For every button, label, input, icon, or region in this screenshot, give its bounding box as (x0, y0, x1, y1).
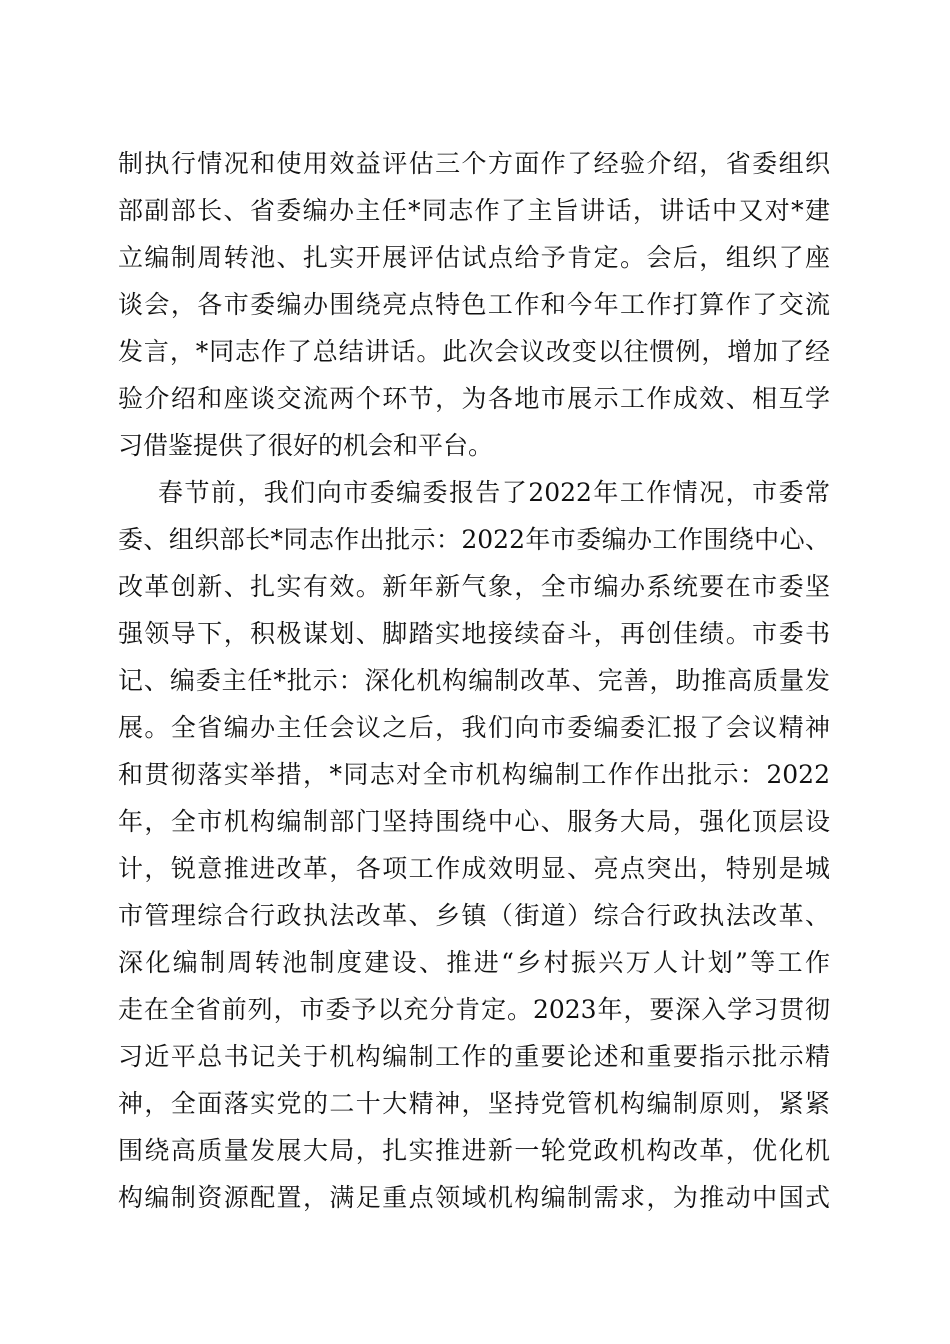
paragraph-start-line: 春节前，我们向市委编委报告了2022年工作情况，市委常 (158, 478, 830, 507)
text-line: 制执行情况和使用效益评估三个方面作了经验介绍，省委组织 (118, 149, 830, 178)
text-line: 年，全市机构编制部门坚持围绕中心、服务大局，强化顶层设 (118, 807, 830, 836)
body-text (118, 140, 830, 1221)
text-line: 部副部长、省委编办主任*同志作了主旨讲话，讲话中又对*建 (118, 196, 830, 225)
text-line: 验介绍和座谈交流两个环节，为各地市展示工作成效、相互学 (118, 384, 830, 413)
text-line: 记、编委主任*批示：深化机构编制改革、完善，助推高质量发 (118, 666, 830, 695)
text-line: 习借鉴提供了很好的机会和平台。 (118, 431, 494, 460)
text-line: 神，全面落实党的二十大精神，坚持党管机构编制原则，紧紧 (118, 1089, 830, 1118)
text-line: 走在全省前列，市委予以充分肯定。2023年，要深入学习贯彻 (118, 995, 830, 1024)
text-line: 立编制周转池、扎实开展评估试点给予肯定。会后，组织了座 (118, 243, 830, 272)
text-line: 委、组织部长*同志作出批示：2022年市委编办工作围绕中心、 (118, 525, 830, 554)
text-line: 构编制资源配置，满足重点领域机构编制需求，为推动中国式 (118, 1183, 830, 1212)
text-line: 和贯彻落实举措，*同志对全市机构编制工作作出批示：2022 (118, 760, 830, 789)
text-line: 习近平总书记关于机构编制工作的重要论述和重要指示批示精 (118, 1042, 830, 1071)
text-line: 改革创新、扎实有效。新年新气象，全市编办系统要在市委坚 (118, 572, 830, 601)
text-line: 强领导下，积极谋划、脚踏实地接续奋斗，再创佳绩。市委书 (118, 619, 830, 648)
text-line: 计，锐意推进改革，各项工作成效明显、亮点突出，特别是城 (118, 854, 830, 883)
text-line: 谈会，各市委编办围绕亮点特色工作和今年工作打算作了交流 (118, 290, 830, 319)
text-line: 围绕高质量发展大局，扎实推进新一轮党政机构改革，优化机 (118, 1136, 830, 1165)
text-line: 市管理综合行政执法改革、乡镇（街道）综合行政执法改革、 (118, 901, 830, 930)
text-line: 展。全省编办主任会议之后，我们向市委编委汇报了会议精神 (118, 713, 830, 742)
text-line: 深化编制周转池制度建设、推进“乡村振兴万人计划”等工作 (118, 948, 830, 977)
text-line: 发言，*同志作了总结讲话。此次会议改变以往惯例，增加了经 (118, 337, 830, 366)
